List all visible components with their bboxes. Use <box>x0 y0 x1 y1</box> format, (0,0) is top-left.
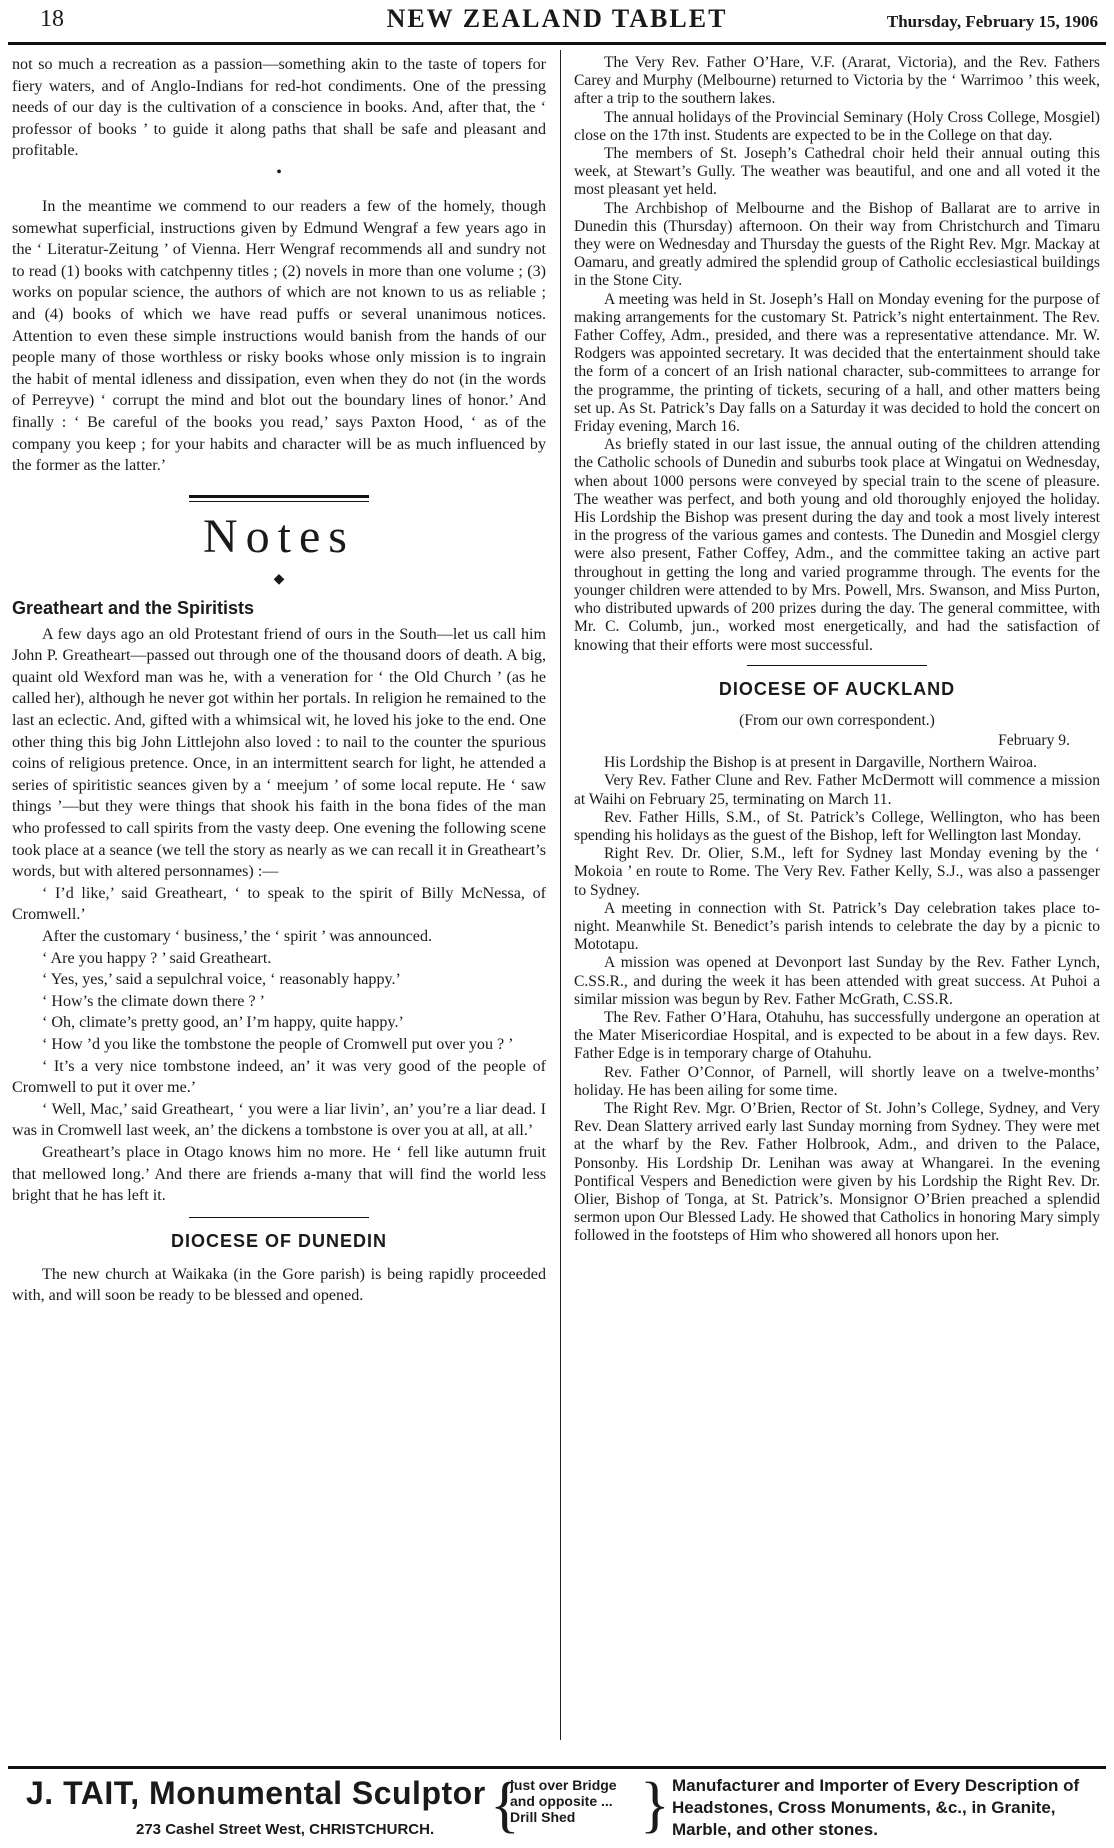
paragraph: ‘ Yes, yes,’ said a sepulchral voice, ‘ reasonably happy.’ <box>42 971 401 989</box>
issue-date: Thursday, February 15, 1906 <box>886 12 1098 31</box>
paragraph: A meeting in connection with St. Patrick’s Day celebration takes place to-night. Meanwhile St. Benedict’s parish intends to celebrate the day by a picnic to Mototapu. <box>574 899 1100 954</box>
ad-location: just over Bridge and opposite ... Drill Shed <box>510 1777 617 1825</box>
notes-heading-block <box>12 495 546 588</box>
ad-description: Manufacturer and Importer of Every Description of Headstones, Cross Monuments, &c., in Granite, Marble, and other stones. <box>672 1776 1080 1839</box>
paragraph: In the meantime we commend to our readers a few of the homely, though somewhat superficial, instructions given by Edmund Wengraf a few years ago in the ‘ Literatur-Zeitung ’ of Vienna. Herr Wengraf recommends all and sundry not to read (1) books with catchpenny titles ; (2) novels in more than one volume ; (3) works on popular science, the authors of which are not known to us as reliable ; and (4) books of which we have read puffs or several unanimous notices. Attention to even these simple instructions would banish from the hands of our people many of those worthless or risky books whose only mission is to ingrain the habit of mental idleness and dissipation, even when they do not (in the words of Perreyve) ‘ corrupt the mind and blot out the boundary lines of honor.’ And finally : ‘ Be careful of the books you read,’ says Paxton Hood, ‘ as of the company you keep ; for your habits and character will be as much influenced by the former as the latter.’ <box>12 197 546 475</box>
paragraph: His Lordship the Bishop is at present in Dargaville, Northern Wairoa. <box>604 754 1037 772</box>
paragraph: ‘ How’s the climate down there ? ’ <box>42 992 266 1010</box>
paragraph: The members of St. Joseph’s Cathedral choir held their annual outing this week, at Stewart’s Gully. The weather was beautiful, and one and all voted it the most pleasant yet held. <box>574 145 1100 199</box>
advertisement <box>8 1766 1106 1847</box>
paragraph: Rev. Father O’Connor, of Parnell, will shortly leave on a twelve-months’ holiday. He has been ailing for some time. <box>574 1063 1100 1099</box>
paragraph: ‘ How ’d you like the tombstone the people of Cromwell put over you ? ’ <box>42 1035 514 1053</box>
section-rule <box>747 665 927 666</box>
left-column <box>12 54 546 1754</box>
dunedin-section-heading: DIOCESE OF DUNEDIN <box>170 1230 388 1251</box>
paragraph: Greatheart’s place in Otago knows him no more. He ‘ fell like autumn fruit that mellowed long.’ And there are friends a-many that will find the world less bright that he has left it. <box>12 1143 546 1205</box>
section-dot-ornament: • <box>276 163 282 181</box>
paragraph: A few days ago an old Protestant friend of ours in the South—let us call him John P. Greatheart—passed out through one of the thousand doors of death. A big, quaint old Wexford man was he, with a veneration for ‘ the Old Church ’ (as he called her), although he never got within her portals. In religion he remained to the last an eclectic. And, gifted with a whimsical wit, he loved his joke to the end. One other thing this big John Littlejohn also loved : to nail to the counter the spurious coins of religious pretence. Once, in an intermittent search for light, he attended a series of spiritistic seances given by a ‘ meejum ’ of some local repute. He ‘ saw things ’—but they were things that shook his faith in the bona fides of the man who professed to call spirits from the vasty deep. One evening the following scene took place at a seance (we tell the story as nearly as we can recall it in Greatheart’s words, but with altered personnames) :— <box>12 625 546 881</box>
paragraph: ‘ Oh, climate’s pretty good, an’ I’m happy, quite happy.’ <box>42 1014 404 1032</box>
column-divider <box>560 50 561 1740</box>
paragraph: The Archbishop of Melbourne and the Bishop of Ballarat are to arrive in Dunedin this (Thursday) afternoon. On their way from Christchurch and Timaru they were on Wednesday and Thursday the guests of the Right Rev. Mgr. Mackay at Oamaru, and greatly admired the splendid group of Catholic ecclesiastical buildings in the Stone City. <box>574 199 1100 290</box>
paragraph: A mission was opened at Devonport last Sunday by the Rev. Father Lynch, C.SS.R., and during the week it has been attended with great success. At Puhoi a similar mission was begun by Rev. Father McGrath, C.SS.R. <box>574 954 1100 1008</box>
paragraph: A meeting was held in St. Joseph’s Hall on Monday evening for the purpose of making arrangements for the customary St. Patrick’s night entertainment. The Rev. Father Coffey, Adm., presided, and there was a representative attendance. Mr. W. Rodgers was appointed secretary. It was decided that the entertainment should take the form of a concert of an Irish national character, sub-committees to arrange for the programme, the printing of tickets, securing of a hall, and other matters being set up. As St. Patrick’s Day falls on a Saturday it was decided to hold the concert on Friday evening, March 16. <box>574 290 1100 436</box>
paragraph: The Very Rev. Father O’Hare, V.F. (Ararat, Victoria), and the Rev. Fathers Carey and Murphy (Melbourne) returned to Victoria by the ‘ Warrimoo ’ this week, after a trip to the southern lakes. <box>574 54 1100 108</box>
paragraph: The Rev. Father O’Hara, Otahuhu, has successfully undergone an operation at the Mater Misericordiae Hospital, and is expected to be about in a few days. Rev. Father Edge is in temporary charge of Otahuhu. <box>574 1008 1100 1063</box>
heading-rule <box>189 495 369 498</box>
paragraph: Very Rev. Father Clune and Rev. Father McDermott will commence a mission at Waihi on February 25, terminating on March 11. <box>574 772 1100 808</box>
brace-right-icon: } <box>640 1771 670 1839</box>
paragraph: ‘ It’s a very nice tombstone indeed, an’ it was very good of the people of Cromwell to put it over me.’ <box>12 1057 546 1097</box>
section-rule <box>189 1217 369 1218</box>
dateline: February 9. <box>998 731 1070 749</box>
masthead-title: NEW ZEALAND TABLET <box>386 4 728 33</box>
ad-business-name: J. TAIT, Monumental Sculptor <box>26 1775 486 1811</box>
correspondent-line: (From our own correspondent.) <box>739 711 935 729</box>
paragraph: The Right Rev. Mgr. O’Brien, Rector of St. John’s College, Sydney, and Very Rev. Dean Slattery arrived early last Sunday morning from Sydney. They were met at the wharf by the Rev. Father Holbrook, Adm., and driven to the Palace, Ponsonby. His Lordship Dr. Lenihan was away at Whangarei. In the evening Pontifical Vespers and Benediction were given by his Lordship the Right Rev. Dr. Olier, Bishop of Tonga, at St. Patrick’s. Monsignor O’Brien preached a splendid sermon upon Our Blessed Lady. He showed that Catholics in honoring Mary simply followed in the footsteps of Him who showered all honors upon her. <box>574 1099 1100 1245</box>
right-column <box>574 54 1100 1754</box>
paragraph: The annual holidays of the Provincial Seminary (Holy Cross College, Mosgiel) close on the 17th inst. Students are expected to be in the College on that day. <box>574 108 1100 144</box>
article-subheading: Greatheart and the Spiritists <box>12 597 255 618</box>
paragraph: Rev. Father Hills, S.M., of St. Patrick’s College, Wellington, who has been spending his holidays as the guest of the Bishop, left for Wellington last Monday. <box>574 808 1100 844</box>
paragraph: As briefly stated in our last issue, the annual outing of the children attending the Catholic schools of Dunedin and suburbs took place at Wingatui on Wednesday, when about 1000 persons were conveyed by special train to the scene of pleasure. The weather was perfect, and both young and old thoroughly enjoyed the holiday. His Lordship the Bishop was present during the day and took a most lively interest in the progress of the various games and contests. The Dunedin and Mosgiel clergy were also present, Father Coffey, Adm., and the committee taking an active part throughout in getting the long and varied programme through. The events for the younger children were attended to by Mrs. Powell, Mrs. Swanson, and Miss Purton, who distributed upwards of 200 prizes during the day. The general committee, with Mr. C. Columb, jun., worked most energetically, and had the satisfaction of knowing that their efforts were most successful. <box>574 436 1100 654</box>
page-header <box>8 4 1106 45</box>
page-number: 18 <box>40 6 64 32</box>
paragraph: After the customary ‘ business,’ the ‘ spirit ’ was announced. <box>42 928 433 945</box>
notes-title: Notes <box>203 509 355 563</box>
paragraph: ‘ Well, Mac,’ said Greatheart, ‘ you were a liar livin’, an’ you’re a liar dead. I was in Cromwell last week, an’ the dickens a tombstone is over you at all, at all.’ <box>12 1100 546 1140</box>
diamond-ornament-icon: ◆ <box>273 571 285 587</box>
paragraph: The new church at Waikaka (in the Gore parish) is being rapidly proceeded with, and will soon be ready to be blessed and opened. <box>12 1265 546 1305</box>
paragraph: not so much a recreation as a passion—something akin to the taste of topers for fiery waters, and of Anglo-Indians for red-hot condiments. One of the pressing needs of our day is the cultivation of a conscience in books. And, after that, the ‘ professor of books ’ to guide it along paths that shall be safe and pleasant and profitable. <box>12 56 546 160</box>
auckland-section-heading: DIOCESE OF AUCKLAND <box>718 678 956 699</box>
paragraph: ‘ Are you happy ? ’ said Greatheart. <box>42 949 272 967</box>
ad-address: 273 Cashel Street West, CHRISTCHURCH. <box>136 1821 435 1838</box>
brace-left-icon: { <box>490 1771 520 1839</box>
paragraph: Right Rev. Dr. Olier, S.M., left for Sydney last Monday evening by the ‘ Mokoia ’ en route to Rome. The Very Rev. Father Kelly, S.J., was also a passenger to Sydney. <box>574 845 1100 899</box>
paragraph: ‘ I’d like,’ said Greatheart, ‘ to speak to the spirit of Billy McNessa, of Cromwell.’ <box>12 884 546 924</box>
